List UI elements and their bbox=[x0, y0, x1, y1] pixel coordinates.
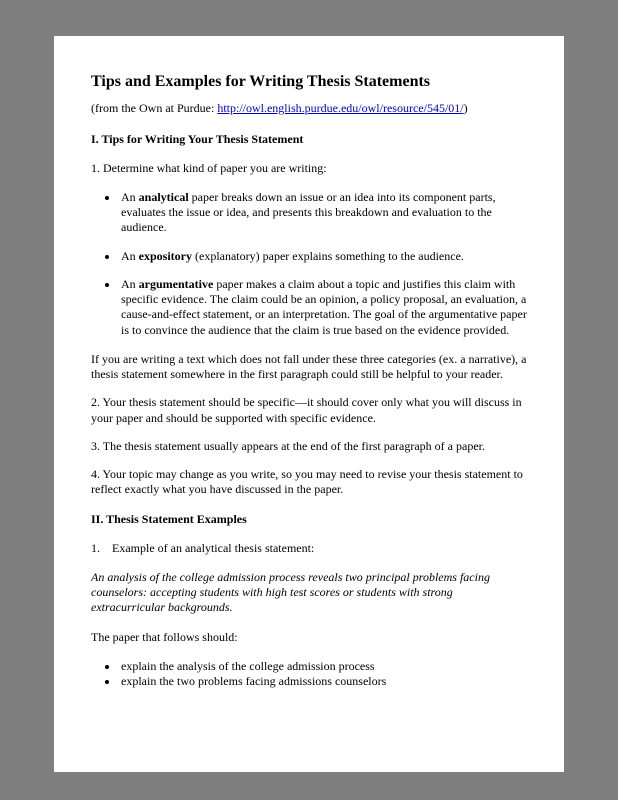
source-line bbox=[91, 101, 527, 116]
bullet-bold-term: expository bbox=[138, 248, 192, 263]
bullet-text-post: paper breaks down an issue or an idea into its component parts, evaluates the issue or idea, and presents this breakdown and evaluation to the audience. bbox=[121, 190, 496, 235]
list-item-explain-analysis: • explain the analysis of the college admission process bbox=[119, 659, 527, 674]
section-1-note-paragraph: If you are writing a text which does not fall under these three categories (ex. a narrative), a thesis statement somewhere in the first paragraph could still be helpful to your reader. bbox=[91, 351, 527, 382]
bullet-text-post: paper makes a claim about a topic and justifies this claim with specific evidence. The claim could be an opinion, a policy proposal, an evaluation, a cause-and-effect statement, or an interpretation. The goal of the argumentative paper is to convince the audience that the claim is true based on the evidence provided. bbox=[121, 276, 527, 337]
document-title: Tips and Examples for Writing Thesis Statements bbox=[91, 73, 431, 90]
example-1-label-line bbox=[91, 541, 527, 556]
section-1-point-3: 3. The thesis statement usually appears at the end of the first paragraph of a paper. bbox=[91, 438, 485, 453]
paper-should-list bbox=[91, 659, 527, 689]
list-item-explain-problems: • explain the two problems facing admissions counselors bbox=[119, 674, 527, 689]
section-1-point-4: 4. Your topic may change as you write, so you may need to revise your thesis statement to reflect exactly what you have discussed in the paper. bbox=[91, 467, 523, 497]
list-item-expository bbox=[119, 249, 527, 264]
source-link[interactable]: http://owl.english.purdue.edu/owl/resource/545/01/ bbox=[217, 101, 464, 116]
section-2-heading: II. Thesis Statement Examples bbox=[91, 511, 247, 526]
source-suffix: ) bbox=[463, 101, 468, 116]
follows-label: The paper that follows should: bbox=[91, 629, 238, 644]
source-prefix: (from the Own at Purdue: bbox=[91, 101, 218, 116]
bullet-bold-term: argumentative bbox=[138, 276, 214, 291]
example-label: Example of an analytical thesis statement: bbox=[112, 540, 315, 555]
example-thesis-statement: An analysis of the college admission process reveals two principal problems facing counselors: accepting students with high test scores or students with strong extracurricular backgrounds. bbox=[91, 570, 490, 615]
bullet-text-pre: An bbox=[121, 248, 139, 263]
section-1-point-2: 2. Your thesis statement should be specific—it should cover only what you will discuss in your paper and should be supported with specific evidence. bbox=[91, 395, 522, 425]
list-item-analytical bbox=[119, 190, 527, 236]
bullet-text-pre: An bbox=[121, 190, 139, 205]
bullet-text-pre: An bbox=[121, 276, 139, 291]
list-item-argumentative bbox=[119, 277, 527, 338]
section-1-point-1: 1. Determine what kind of paper you are writing: bbox=[91, 160, 327, 175]
paper-types-list bbox=[91, 190, 527, 338]
bullet-bold-term: analytical bbox=[138, 190, 189, 205]
bullet-text-post: (explanatory) paper explains something to the audience. bbox=[192, 248, 464, 263]
section-1-heading: I. Tips for Writing Your Thesis Statement bbox=[91, 131, 304, 146]
example-number: 1. bbox=[91, 540, 100, 555]
document-page bbox=[54, 36, 564, 772]
